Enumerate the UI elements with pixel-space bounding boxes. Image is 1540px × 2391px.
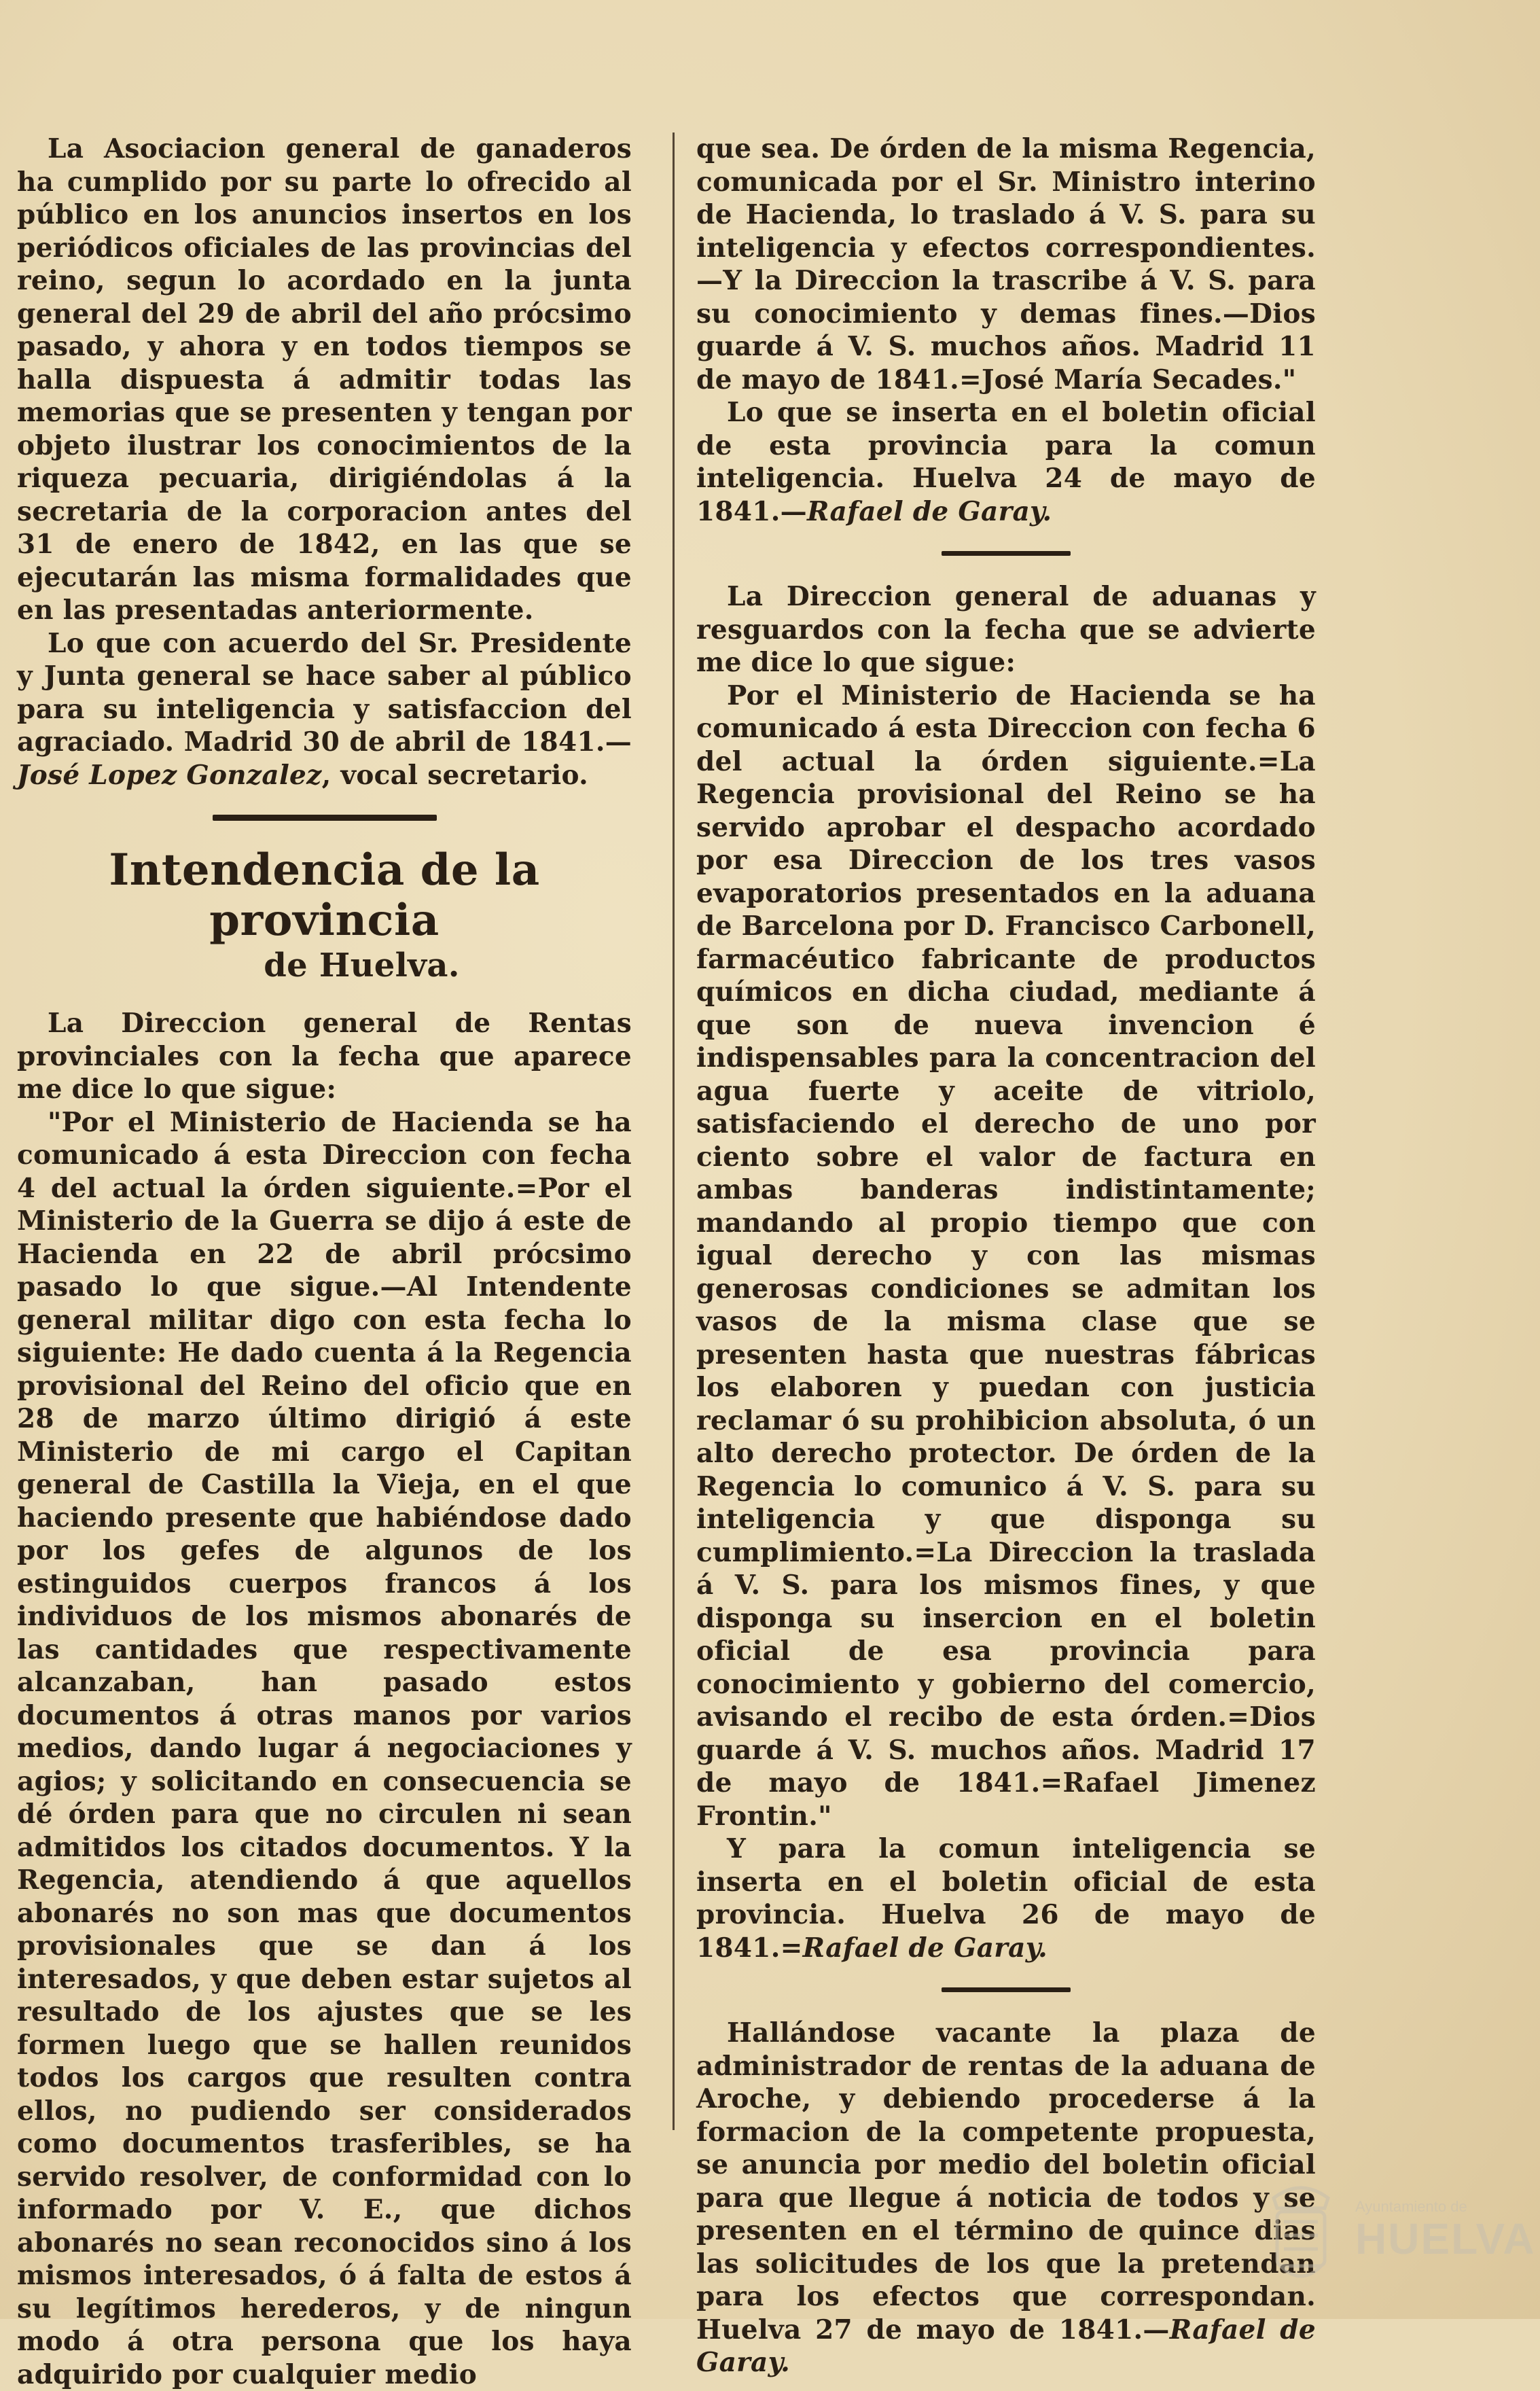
rentas-insert-note bbox=[696, 396, 1316, 528]
signature-garay-1: Rafael de Garay. bbox=[807, 496, 1052, 527]
aroche-vacancy-notice bbox=[696, 2017, 1316, 2379]
ganaderos-notice-closing bbox=[17, 627, 632, 792]
rentas-order: "Por el Ministerio de Hacienda se ha comunicado á esta Direccion con fecha 4 del actual la órden siguiente.=Por el Ministerio de la Guerra se dijo á este de Hacienda en 22 de abril prócsimo pasado lo que sigue.—Al Intendente general militar digo con esta fecha lo siguiente: He dado cuenta á la Regencia provisional del Reino del oficio que en 28 de marzo último dirigió á este Ministerio de mi cargo el Capitan general de Castilla la Vieja, en el que haciendo presente que habiéndose dado por los gefes de algunos de los estinguidos cuerpos francos á los individuos de los mismos abonarés de las cantidades que respectivamente alcanzaban, han pasado estos documentos á otras manos por varios medios, dando lugar á negociaciones y agios; y solicitando en consecuencia se dé órden para que no circulen ni sean admitidos los citados documentos. Y la Regencia, atendiendo á que aquellos abonarés no son mas que documentos provisionales que se dan á los interesados, y que deben estar sujetos al resultado de los ajustes que se les formen luego que se hallen reunidos todos los cargos que resulten contra ellos, no pudiendo ser considerados como documentos trasferibles, se ha servido resolver, de conformidad con lo informado por V. E., que dichos abonarés no sean reconocidos sino á los mismos interesados, ó á falta de estos á su legítimos herederos, y de ningun modo á otra persona que los haya adquirido por cualquier medio bbox=[17, 1106, 632, 2391]
watermark-line1: Ayuntamiento de bbox=[1355, 2198, 1536, 2216]
insert-note-text: Lo que se inserta en el boletin oficial de esta provincia para la comun inteligencia. Huelva 24 de mayo de 1841.— bbox=[696, 397, 1316, 527]
left-column bbox=[17, 132, 632, 2391]
signature-garay-3: Rafael de Garay. bbox=[696, 2314, 1316, 2379]
section-divider bbox=[213, 815, 437, 821]
section-divider-2 bbox=[942, 551, 1071, 556]
aduanas-insert-note bbox=[696, 1832, 1316, 1964]
ganaderos-notice: La Asociacion general de ganaderos ha cumplido por su parte lo ofrecido al público en los anuncios insertos en los periódicos oficiales de las provincias del reino, segun lo acordado en la junta general del 29 de abril del año prócsimo pasado, y ahora y en todos tiempos se halla dispuesta á admitir todas las memorias que se presenten y tengan por objeto ilustrar los conocimientos de la riqueza pecuaria, dirigiéndolas á la secretaria de la corporacion antes del 31 de enero de 1842, en las que se ejecutarán las misma formalidades que en las presentadas anteriormente. bbox=[17, 132, 632, 627]
watermark-line2: HUELVA bbox=[1355, 2216, 1536, 2262]
section-subheading: de Huelva. bbox=[17, 946, 632, 985]
rentas-intro: La Direccion general de Rentas provinciales con la fecha que aparece me dice lo que sigue: bbox=[17, 1007, 632, 1106]
right-column bbox=[696, 132, 1316, 2379]
signature-garay-2: Rafael de Garay. bbox=[803, 1932, 1047, 1964]
column-rule bbox=[673, 132, 675, 2130]
aduanas-note-text: Y para la comun inteligencia se inserta en el boletin oficial de esta provincia. Huelva 26 de mayo de 1841.= bbox=[696, 1833, 1316, 1964]
rentas-order-continued: que sea. De órden de la misma Regencia, comunicada por el Sr. Ministro interino de Hacienda, lo traslado á V. S. para su inteligencia y efectos correspondientes.—Y la Direccion la trascribe á V. S. para su conocimiento y demas fines.—Dios guarde á V. S. muchos años. Madrid 11 de mayo de 1841.=José María Secades." bbox=[696, 132, 1316, 396]
signature-lopez: José Lopez Gonzalez bbox=[17, 760, 322, 791]
section-heading: Intendencia de la provincia bbox=[17, 845, 632, 946]
coat-of-arms-icon bbox=[1260, 2171, 1342, 2293]
aduanas-order: Por el Ministerio de Hacienda se ha comunicado á esta Direccion con fecha 6 del actual la órden siguiente.=La Regencia provisional del Reino se ha servido aprobar el despacho acordado por esa Direccion de los tres vasos evaporatorios presentados en la aduana de Barcelona por D. Francisco Carbonell, farmacéutico fabricante de productos químicos en dicha ciudad, mediante á que son de nueva invencion é indispensables para la concentracion del agua fuerte y aceite de vitriolo, satisfaciendo el derecho de uno por ciento sobre el valor de factura en ambas banderas indistintamente; mandando al propio tiempo que con igual derecho y con las mismas generosas condiciones se admitan los vasos de la misma clase que se presenten hasta que nuestras fábricas los elaboren y puedan con justicia reclamar ó su prohibicion absoluta, ó un alto derecho protector. De órden de la Regencia lo comunico á V. S. para su inteligencia y que disponga su cumplimiento.=La Direccion la traslada á V. S. para los mismos fines, y que disponga su insercion en el boletin oficial de esa provincia para conocimiento y gobierno del comercio, avisando el recibo de esta órden.=Dios guarde á V. S. muchos años. Madrid 17 de mayo de 1841.=Rafael Jimenez Frontin." bbox=[696, 679, 1316, 1833]
huelva-watermark-logo bbox=[1260, 2171, 1525, 2300]
section-divider-3 bbox=[942, 1987, 1071, 1992]
aduanas-intro: La Direccion general de aduanas y resguardos con la fecha que se advierte me dice lo que sigue: bbox=[696, 580, 1316, 679]
closing-text: Lo que con acuerdo del Sr. Presidente y Junta general se hace saber al público para su inteligencia y satisfaccion del agraciado. Madrid 30 de abril de 1841.— bbox=[17, 628, 632, 758]
signature-role: , vocal secretario. bbox=[322, 760, 588, 791]
vacancy-text: Hallándose vacante la plaza de administrador de rentas de la aduana de Aroche, y debiendo procederse á la formacion de la competente propuesta, se anuncia por medio del boletin oficial para que llegue á noticia de todos y se presenten en el término de quince dias las solicitudes de los que la pretendan para los efectos que correspondan. Huelva 27 de mayo de 1841.— bbox=[696, 2017, 1316, 2345]
watermark-text bbox=[1355, 2198, 1536, 2262]
